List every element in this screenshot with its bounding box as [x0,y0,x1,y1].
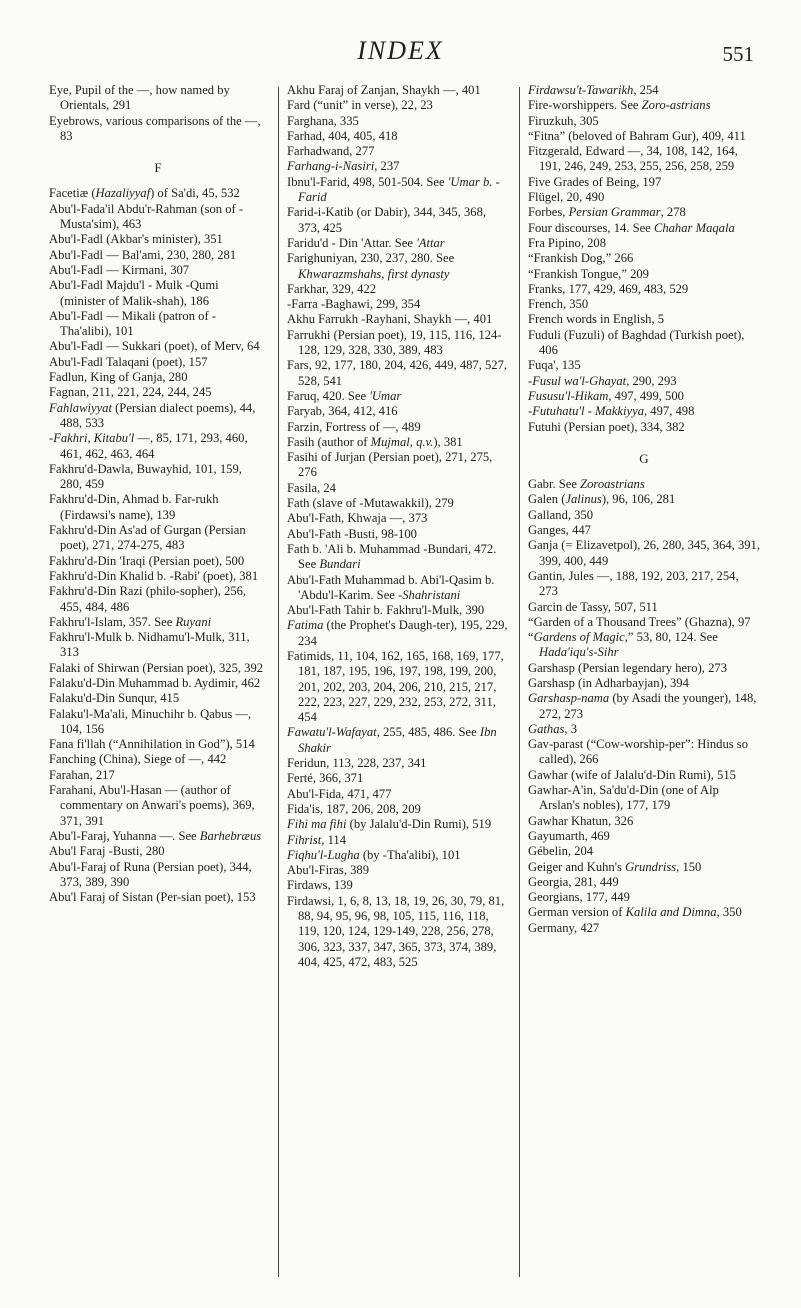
index-entry: Farighuniyan, 230, 237, 280. See Khwarazmshahs, first dynasty [287,251,455,281]
index-entry: “Garden of a Thousand Trees” (Ghazna), 97 [528,614,751,629]
index-entry: Franks, 177, 429, 469, 483, 529 [528,281,689,296]
index-entry: Fuduli (Fuzuli) of Baghdad (Turkish poet), 406 [528,327,745,358]
index-entry: Flügel, 20, 490 [528,190,605,205]
index-entry: Akhu Faraj of Zanjan, Shaykh —, 401 [287,83,481,97]
index-entry: Garcin de Tassy, 507, 511 [528,599,658,614]
index-entry: Gantin, Jules —, 188, 192, 203, 217, 254, 273 [528,568,739,599]
index-entry: Firdawsi, 1, 6, 8, 13, 18, 19, 26, 30, 79, 81, 88, 94, 95, 96, 98, 105, 115, 116, 118, 119, 120, 124, 129-149, 228, 256, 278, 306, 323, 337, 347, 365, 373, 374, 389, 404, 425, 472, 483, 525 [287,893,505,969]
index-entry: Farzin, Fortress of —, 489 [287,419,421,434]
index-entry: Abu'l Faraj of Sistan (Per-sian poet), 153 [49,890,256,905]
index-entry: Galen (Jalinus), 96, 106, 281 [528,492,676,507]
index-entry: Fakhru'l-Mulk b. Nidhamu'l-Mulk, 311, 313 [49,630,250,660]
index-entry: Faryab, 364, 412, 416 [287,404,398,419]
index-entry: Abu'l-Fida, 471, 477 [287,786,392,801]
index-entry: Fath (slave of -Mutawakkil), 279 [287,496,454,511]
index-entry: Gav-parast (“Cow-worship-per”: Hindus so called), 266 [528,737,748,767]
index-entry: Fitzgerald, Edward —, 34, 108, 142, 164, 191, 246, 249, 253, 255, 256, 258, 259 [528,144,738,174]
index-entry: Fihrist, 114 [287,832,347,847]
index-entry: Fususu'l-Hikam, 497, 499, 500 [528,388,684,403]
page-title: INDEX [357,36,444,65]
index-entry: Geiger and Kuhn's Grundriss, 150 [528,859,702,874]
index-entry: Fakhru'd-Din 'Iraqi (Persian poet), 500 [49,553,245,568]
index-entry: Fath b. 'Ali b. Muhammad -Bundari, 472. See Bundari [287,541,497,572]
page-number: 551 [722,42,754,66]
index-entry: French words in English, 5 [528,312,665,327]
index-entry: Fida'is, 187, 206, 208, 209 [287,801,421,816]
index-column-1 [49,83,267,905]
index-entry: Garshasp (in Adharbayjan), 394 [528,675,689,690]
index-entry: Fire-worshippers. See Zoro-astrians [528,98,711,113]
index-entry: Faridu'd - Din 'Attar. See 'Attar [287,235,445,250]
index-entry: Fahlawiyyat (Persian dialect poems), 44, 488, 533 [49,400,256,430]
index-entry: Abu'l-Fadl — Sukkari (poet), of Merv, 64 [49,339,260,354]
index-entry: Futuhi (Persian poet), 334, 382 [528,419,685,434]
index-entry: Abu'l-Fadl — Bal'ami, 230, 280, 281 [49,247,237,262]
index-entry: Fihi ma fihi (by Jalalu'd-Din Rumi), 519 [287,817,492,832]
index-entry: Abu'l-Fath Muhammad b. Abi'l-Qasim b. 'Abdu'l-Karim. See -Shahristani [287,572,495,602]
index-entry: Abu'l-Faraj of Runa (Persian poet), 344, 373, 389, 390 [49,859,252,889]
index-entry: Fakhru'd-Dawla, Buwayhid, 101, 159, 280, 459 [49,461,242,492]
index-entry: Abu'l-Fadl — Mikali (patron of -Tha'alibi), 101 [49,308,217,339]
index-entry: Fakhru'd-Din Razi (philo-sopher), 256, 455, 484, 486 [49,584,247,614]
index-entry: German version of Kalila and Dimna, 350 [528,905,742,920]
index-entry: Abu'l-Fath -Busti, 98-100 [287,526,417,541]
index-entry: Gawhar-A'in, Sa'du'd-Din (one of Alp Arslan's nobles), 177, 179 [528,783,719,813]
index-entry: Fasihi of Jurjan (Persian poet), 271, 275, 276 [287,450,493,480]
index-entry: Fakhru'd-Din As'ad of Gurgan (Persian poet), 271, 274-275, 483 [49,523,246,553]
index-entry: Georgia, 281, 449 [528,874,619,889]
index-entry: Ganges, 447 [528,523,591,538]
index-entry: Fard (“unit” in verse), 22, 23 [287,98,433,113]
index-entry: Ferté, 366, 371 [287,771,364,786]
index-entry: Abu'l-Firas, 389 [287,863,370,878]
index-entry: Farhang-i-Nasiri, 237 [287,159,400,174]
index-entry: Fatimids, 11, 104, 162, 165, 168, 169, 177, 181, 187, 195, 196, 197, 198, 199, 200, 201, 202, 203, 204, 206, 210, 215, 217, 222, 223, 227, 229, 232, 253, 272, 311, 454 [287,648,504,725]
index-entry: Fakhru'd-Din, Ahmad b. Far-rukh (Firdawsi's name), 139 [49,492,219,522]
index-entry: “Fitna” (beloved of Bahram Gur), 409, 411 [528,128,746,143]
index-entry: Fatima (the Prophet's Daugh-ter), 195, 229, 234 [287,618,508,648]
index-entry: Fuqa', 135 [528,358,581,373]
index-entry: Fasih (author of Mujmal, q.v.), 381 [287,434,463,449]
index-entry: Eyebrows, various comparisons of the —, 83 [49,113,261,143]
index-entry: Forbes, Persian Grammar, 278 [528,205,686,220]
index-entry: Facetiæ (Hazaliyyaf) of Sa'di, 45, 532 [49,186,240,201]
index-entry: “Frankish Tongue,” 209 [528,266,649,281]
index-entry: Garshasp (Persian legendary hero), 273 [528,660,727,675]
index-entry: Garshasp-nama (by Asadi the younger), 148, 272, 273 [528,691,757,721]
index-entry: Farhad, 404, 405, 418 [287,128,398,143]
index-entry: Firdawsu't-Tawarikh, 254 [528,83,659,97]
index-entry: Feridun, 113, 228, 237, 341 [287,756,427,771]
index-entry: Five Grades of Being, 197 [528,174,662,189]
index-column-2 [287,83,509,970]
index-entry: Abu'l-Faraj, Yuhanna —. See Barhebræus [49,828,262,843]
index-entry: Fars, 92, 177, 180, 204, 426, 449, 487, 527, 528, 541 [287,358,508,388]
index-entry: Gawhar Khatun, 326 [528,813,634,828]
section-letter: F [154,160,162,176]
index-entry: Gayumarth, 469 [528,828,610,843]
index-entry: Farahani, Abu'l-Hasan — (author of commentary on Anwari's poems), 369, 371, 391 [49,783,255,828]
index-entry: Galland, 350 [528,507,594,522]
index-entry: Fakhru'd-Din Khalid b. -Rabi' (poet), 381 [49,568,259,583]
index-entry: Abu'l-Fadl Talaqani (poet), 157 [49,354,208,369]
section-letter: G [639,450,649,466]
index-entry: Firdaws, 139 [287,878,353,893]
index-entry: Fasila, 24 [287,480,336,495]
index-entry: Germany, 427 [528,920,600,935]
column-divider [278,87,279,1277]
index-entry: Fra Pipino, 208 [528,235,607,250]
index-entry: Farahan, 217 [49,767,115,782]
index-entry: Abu'l-Fadl (Akbar's minister), 351 [49,232,223,247]
index-entry: Fakhru'l-Islam, 357. See Ruyani [49,614,212,629]
index-entry: Fadlun, King of Ganja, 280 [49,370,188,385]
index-entry: French, 350 [528,297,589,312]
index-entry: Abu'l-Fadl — Kirmani, 307 [49,262,190,277]
index-entry: Gabr. See Zoroastrians [528,477,645,492]
index-entry: Abu'l-Fadl Majdu'l - Mulk -Qumi (minister of Malik-shah), 186 [49,278,219,308]
index-entry: Abu'l-Fath, Khwaja —, 373 [287,511,428,526]
index-entry: -Fusul wa'l-Ghayat, 290, 293 [528,373,677,388]
index-entry: Farkhar, 329, 422 [287,281,377,296]
page-header [0,36,801,76]
index-entry: Gébelin, 204 [528,844,594,859]
index-entry: Farrukhi (Persian poet), 19, 115, 116, 124-128, 129, 328, 330, 389, 483 [287,327,502,358]
index-entry: Abu'l Faraj -Busti, 280 [49,844,165,859]
index-entry: Fagnan, 211, 221, 224, 244, 245 [49,385,212,400]
index-entry: Ganja (= Elizavetpol), 26, 280, 345, 364, 391, 399, 400, 449 [528,538,760,568]
index-entry: Ibnu'l-Farid, 498, 501-504. See 'Umar b. -Farid [287,174,500,205]
index-entry: Fana fi'llah (“Annihilation in God”), 514 [49,737,255,752]
index-entry: Fawatu'l-Wafayat, 255, 485, 486. See Ibn Shakir [287,725,497,755]
index-entry: Farid-i-Katib (or Dabir), 344, 345, 368, 373, 425 [287,205,487,235]
index-entry: Georgians, 177, 449 [528,890,630,905]
index-entry: Faruq, 420. See 'Umar [287,388,402,403]
index-entry: Falaku'd-Din Muhammad b. Aydimir, 462 [49,675,261,690]
index-entry: -Fakhri, Kitabu'l —, 85, 171, 293, 460, 461, 462, 463, 464 [49,431,248,461]
index-entry: Farghana, 335 [287,113,359,128]
index-entry: “Frankish Dog,” 266 [528,251,634,266]
index-entry: Eye, Pupil of the —, how named by Orientals, 291 [49,83,230,113]
index-entry: Abu'l-Fath Tahir b. Fakhru'l-Mulk, 390 [287,603,485,618]
index-entry: “Gardens of Magic,” 53, 80, 124. See Hada'iqu's-Sihr [528,630,718,660]
index-entry: Four discourses, 14. See Chahar Maqala [528,220,735,235]
index-entry: Gathas, 3 [528,721,577,736]
index-entry: Abu'l-Fada'il Abdu'r-Rahman (son of -Musta'sim), 463 [49,201,244,232]
index-entry: Fiqhu'l-Lugha (by -Tha'alibi), 101 [287,847,461,862]
index-column-3 [528,83,760,936]
index-entry: Falaki of Shirwan (Persian poet), 325, 392 [49,660,264,675]
index-entry: -Farra -Baghawi, 299, 354 [287,297,421,312]
index-entry: Akhu Farrukh -Rayhani, Shaykh —, 401 [287,312,493,327]
index-entry: Firuzkuh, 305 [528,113,599,128]
index-entry: -Futuhatu'l - Makkiyya, 497, 498 [528,404,695,419]
column-divider [519,87,520,1277]
index-entry: Falaku'l-Ma'ali, Minuchihr b. Qabus —, 104, 156 [49,706,252,736]
index-entry: Falaku'd-Din Sunqur, 415 [49,691,180,706]
index-entry: Gawhar (wife of Jalalu'd-Din Rumi), 515 [528,767,736,782]
index-entry: Farhadwand, 277 [287,144,375,159]
index-entry: Fanching (China), Siege of —, 442 [49,752,227,767]
